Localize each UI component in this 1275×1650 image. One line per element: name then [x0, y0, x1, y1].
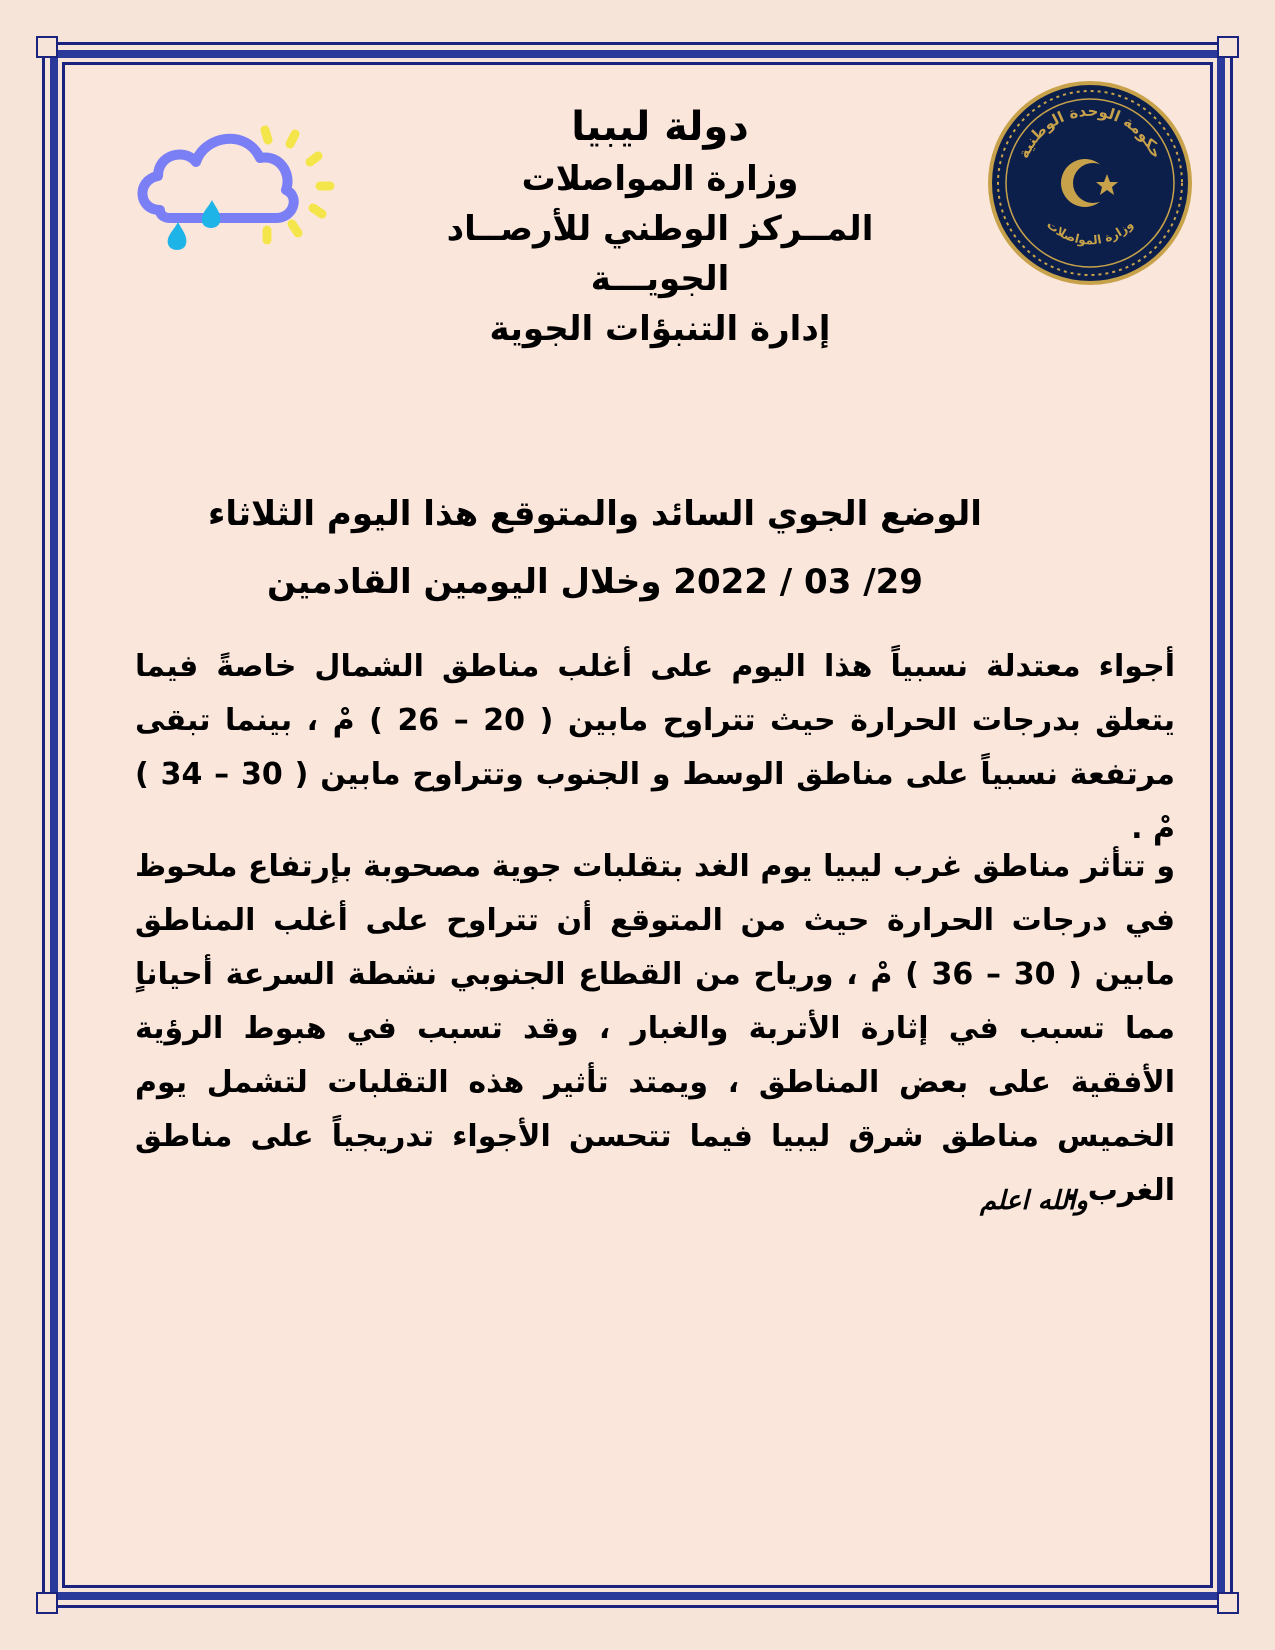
center-name: المــركز الوطني للأرصــاد الجويـــة	[446, 209, 874, 299]
department-name: إدارة التنبؤات الجوية	[489, 309, 831, 349]
frame-corner	[1217, 1592, 1239, 1614]
frame-corner	[36, 1592, 58, 1614]
country-name: دولة ليبيا	[571, 104, 749, 150]
bulletin-title-line2: 29/ 03 / 2022 وخلال اليومين القادمين	[267, 562, 923, 602]
seal-text-top: حكومة الوحدة الوطنية	[1014, 101, 1166, 162]
forecast-paragraph-tomorrow: و تتأثر مناطق غرب ليبيا يوم الغد بتقلبات جوية مصحوبة بإرتفاع ملحوظ في درجات الحرارة حيث من المتوقع أن تتراوح على أغلب المناطق مابين ( 30 – 36 ) مْ ، ورياح من القطاع الجنوبي نشطة السرعة أحياناٍ مما تسبب في إثارة الأتربة والغبار ، وقد تسبب في هبوط الرؤية الأفقية على بعض المناطق ، ويمتد تأثير هذه التقلبات لتشمل يوم الخميس مناطق شرق ليبيا فيما تتحسن الأجواء تدريجياً على مناطق الغرب .	[135, 849, 1175, 1208]
ministry-seal-icon	[985, 78, 1195, 288]
closing-phrase: والله اعلم	[980, 1186, 1088, 1216]
frame-corner	[36, 36, 58, 58]
letterhead	[380, 100, 940, 354]
seal-text-bottom: وزارة المواصلات	[1044, 217, 1136, 248]
forecast-paragraph-today: أجواء معتدلة نسبياً هذا اليوم على أغلب مناطق الشمال خاصةً فيما يتعلق بدرجات الحرارة حيث تتراوح مابين ( 20 – 26 ) مْ ، بينما تبقى مرتفعة نسبياً على مناطق الوسط و الجنوب وتتراوح مابين ( 30 – 34 ) مْ .	[135, 649, 1176, 846]
ministry-name: وزارة المواصلات	[521, 159, 799, 199]
frame-corner	[1217, 36, 1239, 58]
bulletin-title	[200, 480, 990, 616]
bulletin-title-line1: الوضع الجوي السائد والمتوقع هذا اليوم الثلاثاء	[208, 494, 982, 534]
cloud-rain-sun-icon	[130, 118, 360, 268]
